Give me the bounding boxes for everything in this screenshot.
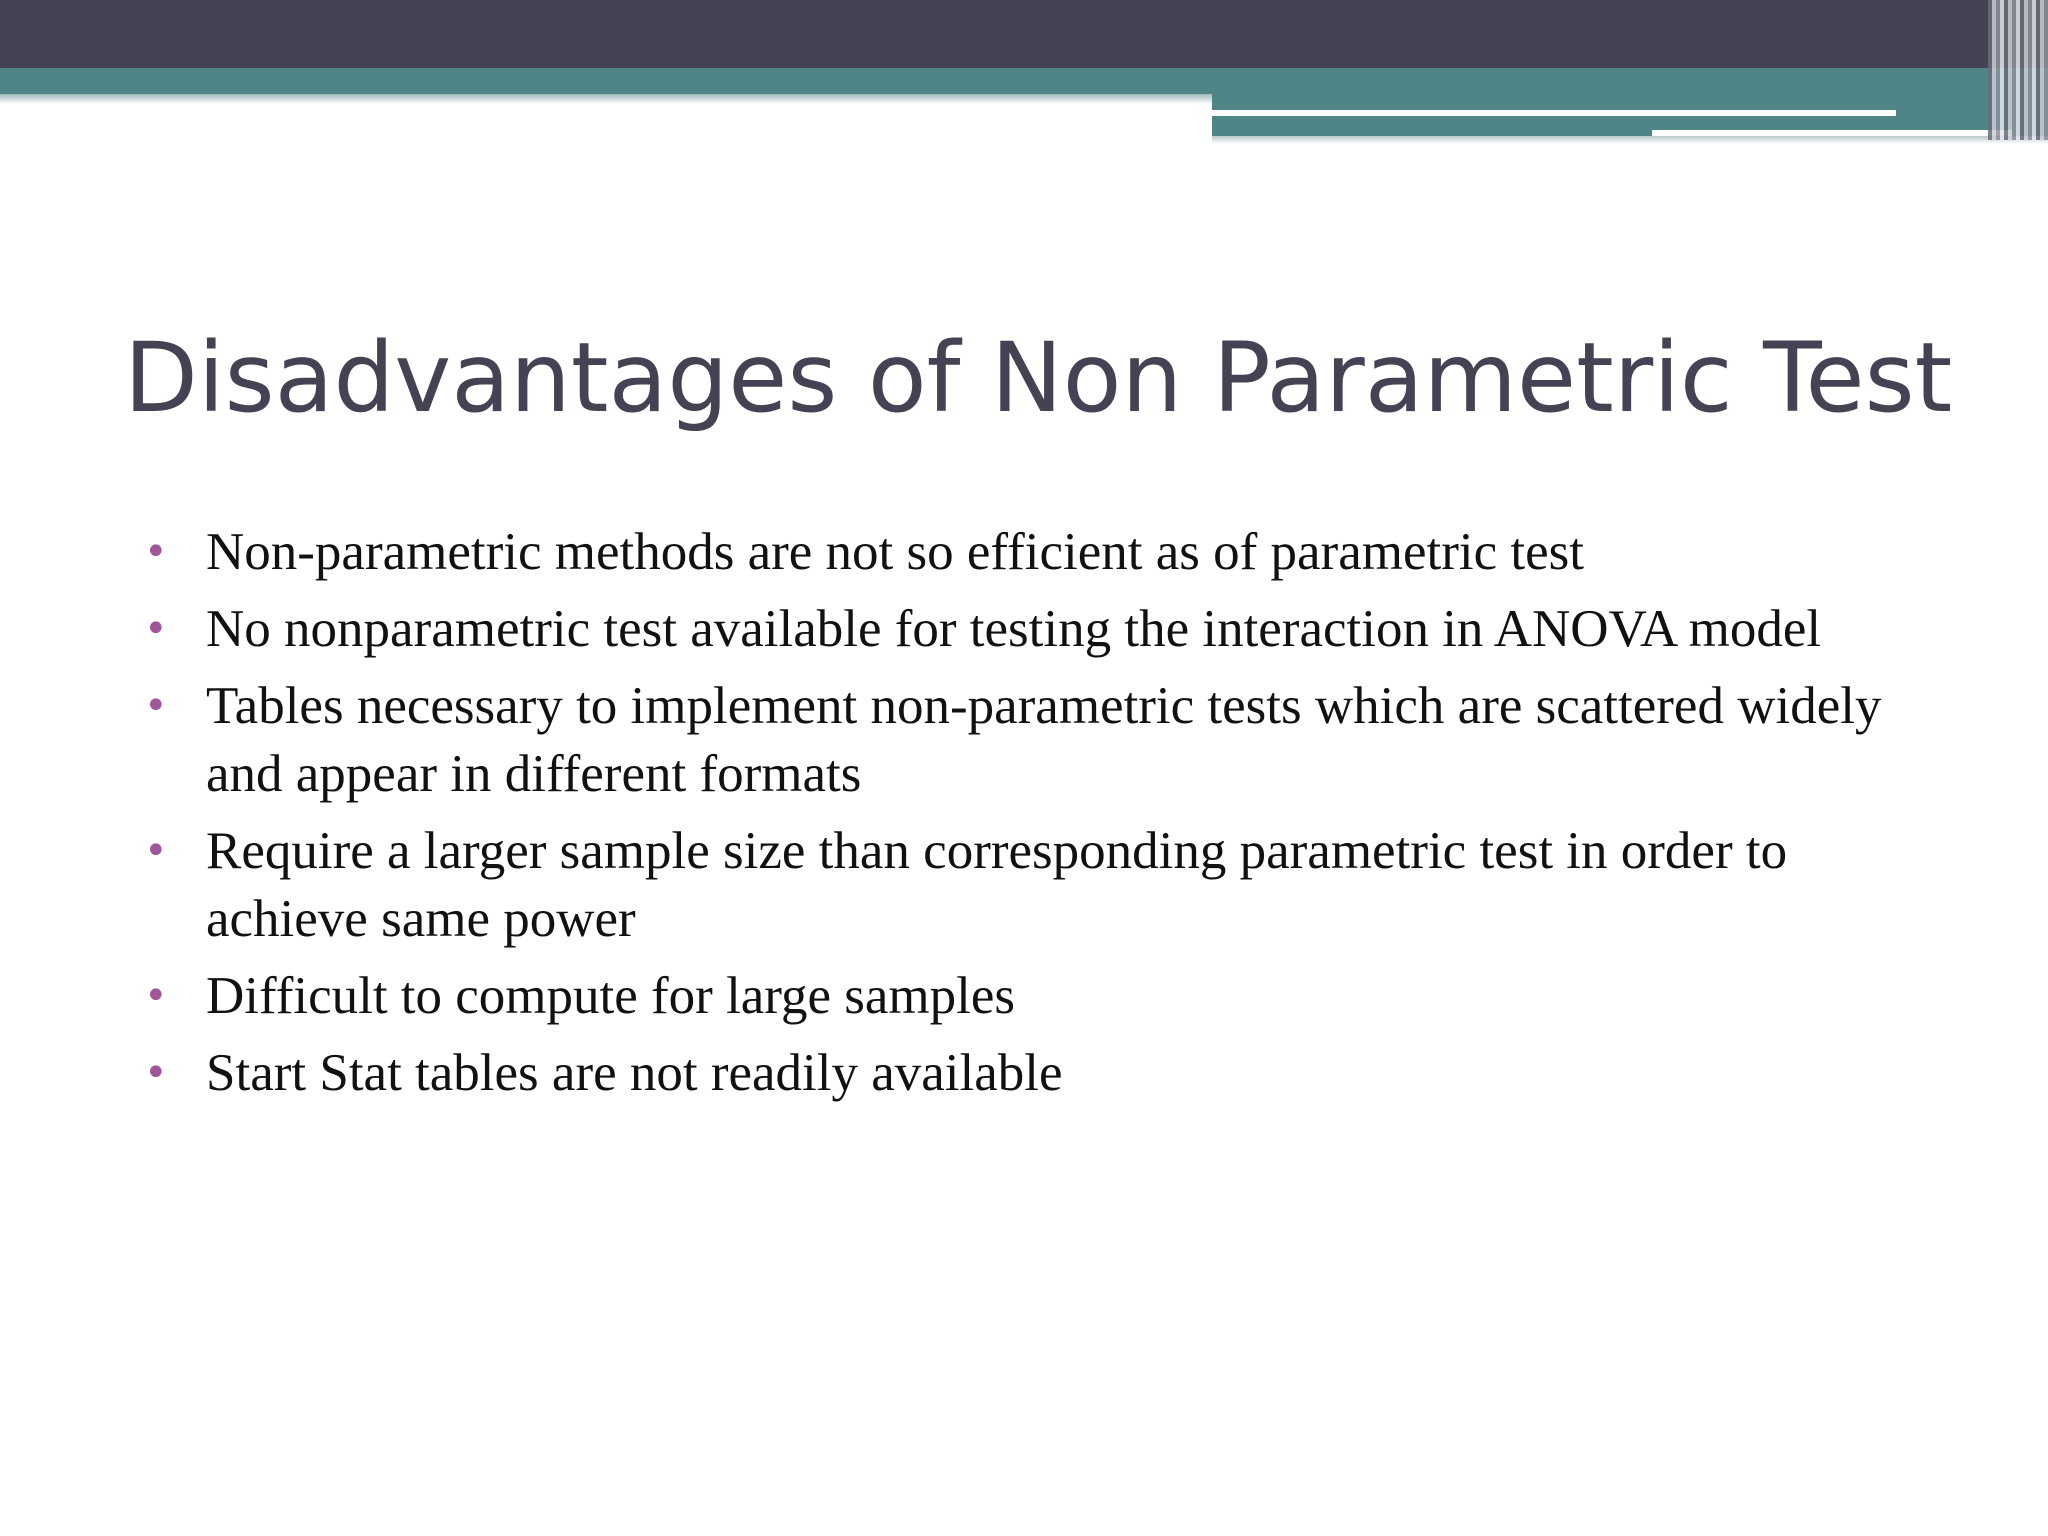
bullet-item [144, 595, 1944, 663]
header-band-shadow [0, 94, 1212, 104]
bullet-marker-icon: • [144, 973, 168, 1019]
bullet-marker-icon: • [144, 1050, 168, 1096]
bullet-marker-icon: • [144, 529, 168, 575]
header-band-teal [0, 68, 2048, 94]
header-extension-shadow [1212, 136, 2048, 144]
bullet-text: Start Stat tables are not readily available [206, 1044, 1063, 1102]
bullet-text: Tables necessary to implement non-parametric tests which are scattered widely and appear in different formats [206, 677, 1882, 803]
header-accent-line-1 [1212, 110, 1896, 116]
bullet-item [144, 518, 1944, 586]
bullet-marker-icon: • [144, 606, 168, 652]
header-right-stripes [1988, 0, 2048, 140]
bullet-list [144, 518, 1944, 1116]
slide-title: Disadvantages of Non Parametric Test [124, 322, 1953, 434]
header-band-dark [0, 0, 2048, 68]
bullet-text: No nonparametric test available for testing the interaction in ANOVA model [206, 600, 1822, 658]
bullet-marker-icon: • [144, 683, 168, 729]
bullet-item [144, 1039, 1944, 1107]
bullet-item [144, 817, 1944, 953]
bullet-text: Require a larger sample size than corresponding parametric test in order to achieve same power [206, 822, 1788, 948]
bullet-text: Non-parametric methods are not so efficient as of parametric test [206, 523, 1584, 581]
bullet-marker-icon: • [144, 828, 168, 874]
bullet-item [144, 962, 1944, 1030]
bullet-item [144, 672, 1944, 808]
bullet-text: Difficult to compute for large samples [206, 967, 1016, 1025]
header-accent-line-2 [1652, 130, 2012, 136]
